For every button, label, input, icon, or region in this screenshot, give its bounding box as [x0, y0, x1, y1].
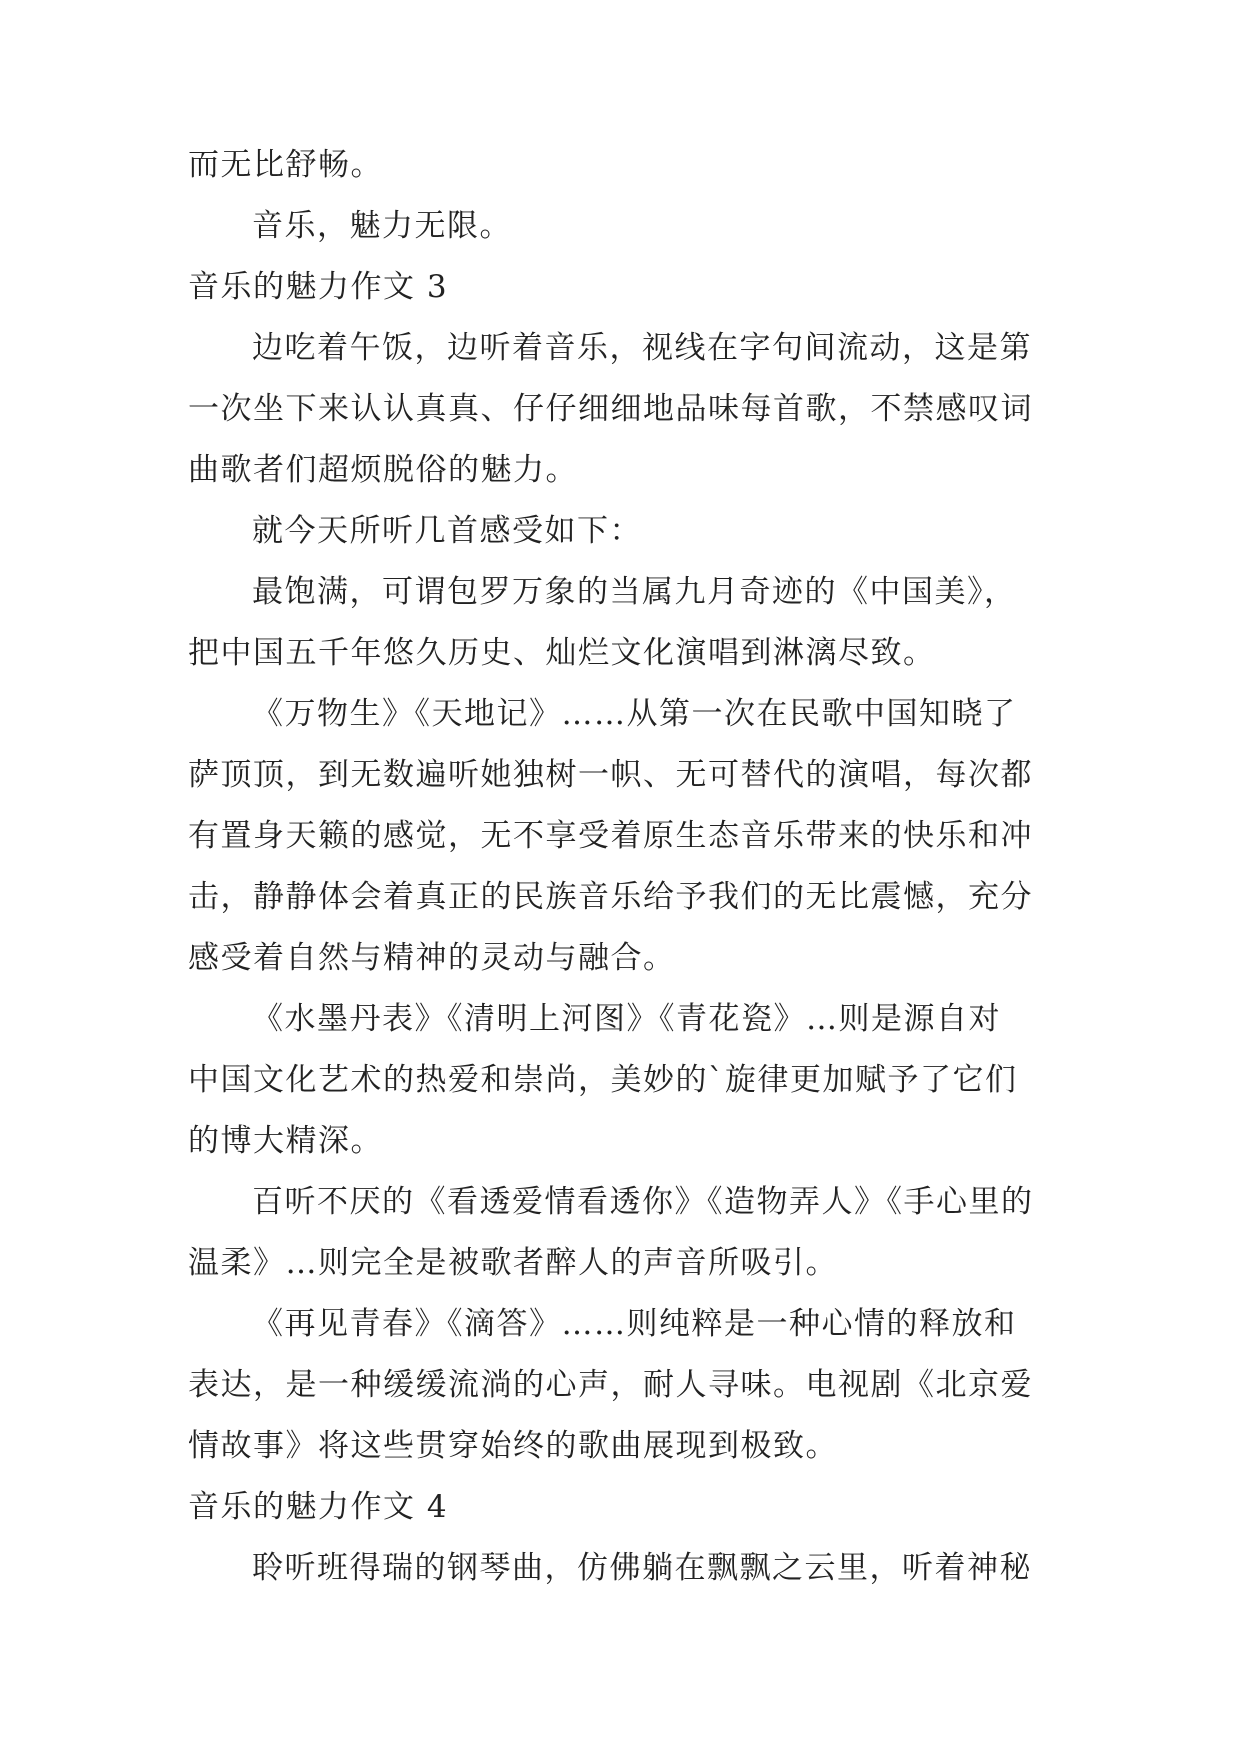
text-line: 温柔》…则完全是被歌者醉人的声音所吸引。: [188, 1245, 838, 1281]
text-line: 表达，是一种缓缓流淌的心声，耐人寻味。电视剧《北京爱: [188, 1367, 1033, 1403]
text-line: 情故事》将这些贯穿始终的歌曲展现到极致。: [188, 1428, 838, 1464]
text-line: 边吃着午饭，边听着音乐，视线在字句间流动，这是第: [252, 330, 1032, 366]
text-line: 聆听班得瑞的钢琴曲，仿佛躺在飘飘之云里，听着神秘: [252, 1550, 1032, 1586]
section-heading: 音乐的魅力作文 4: [188, 1489, 449, 1525]
text-line: 《再见青春》《滴答》……则纯粹是一种心情的释放和: [252, 1306, 1017, 1342]
text-line: 有置身天籁的感觉，无不享受着原生态音乐带来的快乐和冲: [188, 818, 1033, 854]
section-heading: 音乐的魅力作文 3: [188, 269, 449, 305]
document-body: [188, 135, 1054, 1599]
text-line: 感受着自然与精神的灵动与融合。: [188, 940, 676, 976]
text-line: 最饱满，可谓包罗万象的当属九月奇迹的《中国美》，: [252, 574, 1017, 610]
text-line: 就今天所听几首感受如下：: [252, 513, 642, 549]
text-line: 的博大精深。: [188, 1123, 383, 1159]
text-line: 百听不厌的《看透爱情看透你》《造物弄人》《手心里的: [252, 1184, 1034, 1220]
text-line: 一次坐下来认认真真、仔仔细细地品味每首歌，不禁感叹词: [188, 391, 1033, 427]
text-line: 《水墨丹表》《清明上河图》《青花瓷》…则是源自对: [252, 1001, 1001, 1037]
text-line: 击，静静体会着真正的民族音乐给予我们的无比震憾，充分: [188, 879, 1033, 915]
text-line: 曲歌者们超烦脱俗的魅力。: [188, 452, 578, 488]
text-line: 而无比舒畅。: [188, 147, 383, 183]
text-line: 中国文化艺术的热爱和崇尚，美妙的`旋律更加赋予了它们: [188, 1062, 1018, 1098]
text-line: 萨顶顶，到无数遍听她独树一帜、无可替代的演唱，每次都: [188, 757, 1033, 793]
text-line: 《万物生》《天地记》……从第一次在民歌中国知晓了: [252, 696, 1017, 732]
text-line: 把中国五千年悠久历史、灿烂文化演唱到淋漓尽致。: [188, 635, 936, 671]
text-line: 音乐，魅力无限。: [252, 208, 512, 244]
